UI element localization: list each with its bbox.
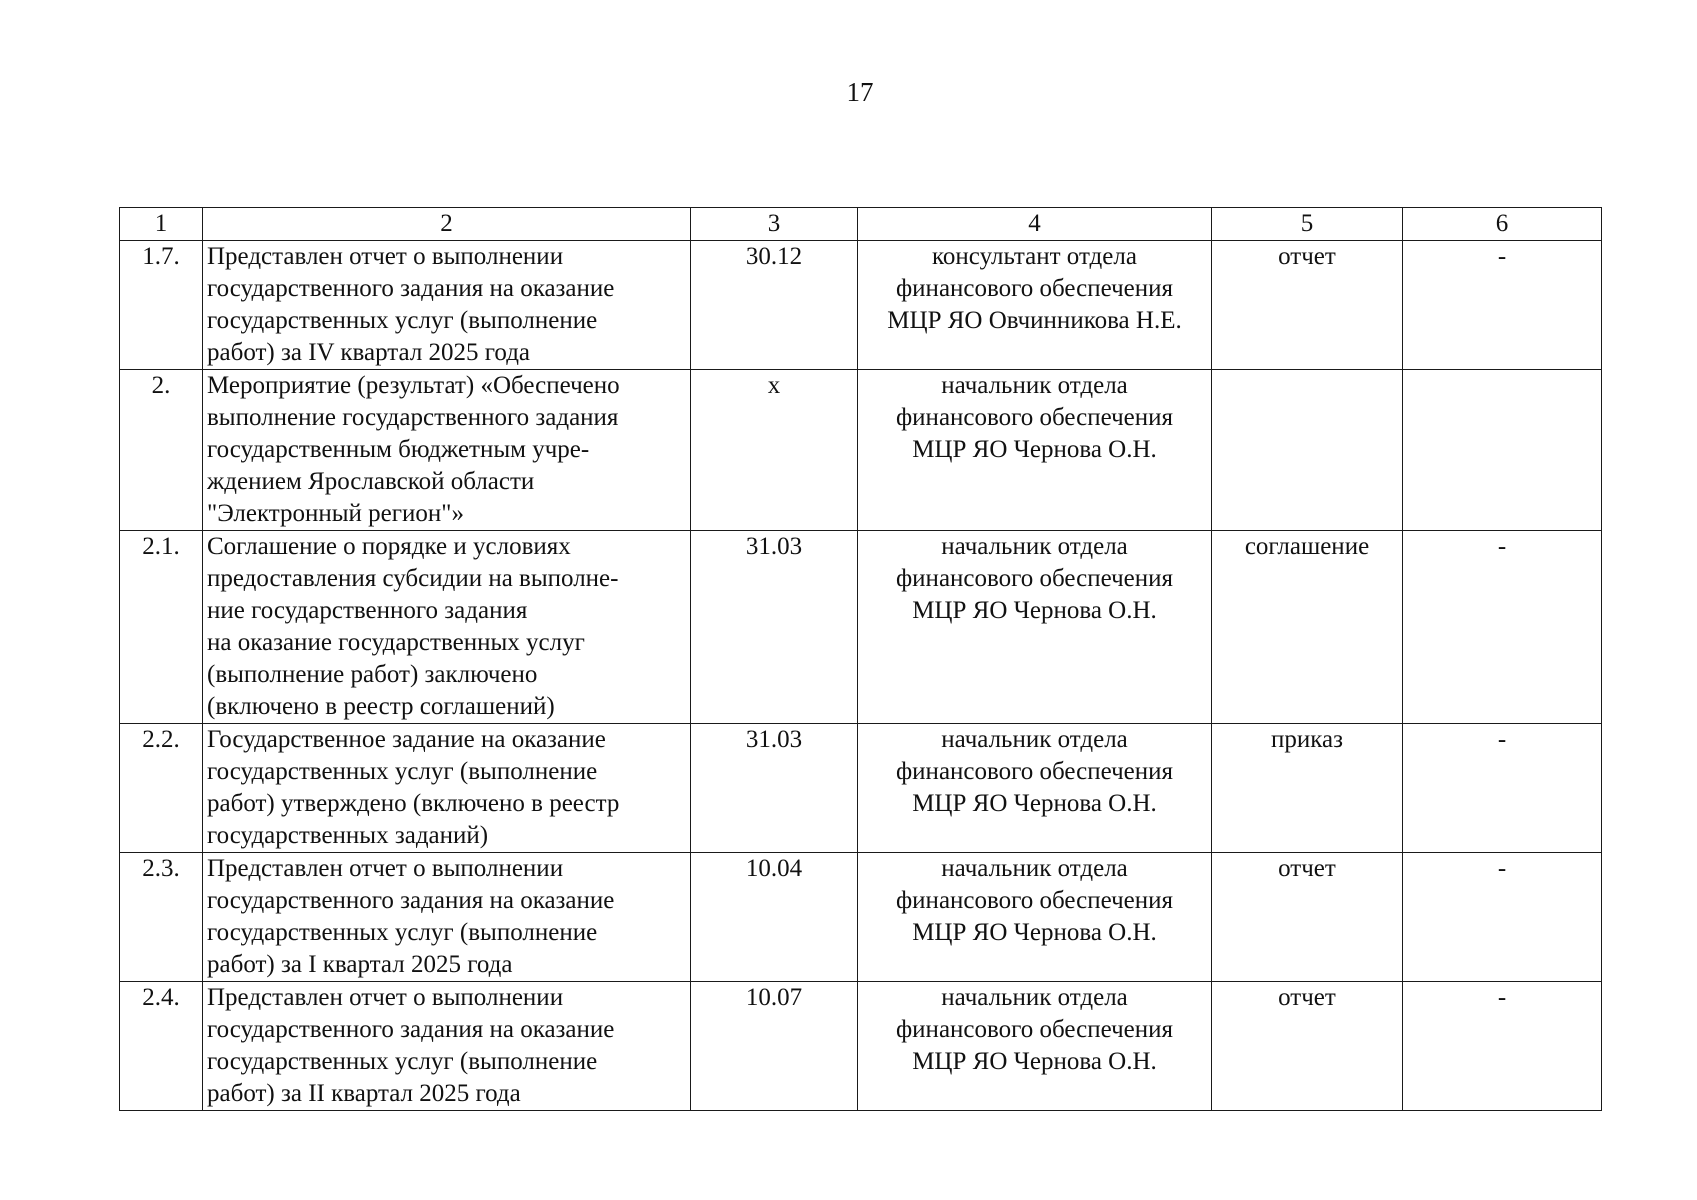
row-description	[203, 531, 691, 724]
description-line: Представлен отчет о выполнении	[207, 243, 564, 270]
row-responsible	[858, 531, 1212, 724]
description-line: Мероприятие (результат) «Обеспечено	[207, 372, 620, 399]
description-line: (включено в реестр соглашений)	[207, 693, 555, 720]
table-row	[120, 241, 1602, 370]
description-line: "Электронный регион"»	[207, 500, 464, 527]
row-document: отчет	[1212, 853, 1403, 982]
description-line: государственного задания на оказание	[207, 887, 615, 914]
row-description	[203, 982, 691, 1111]
row-number: 2.3.	[120, 853, 203, 982]
row-document: отчет	[1212, 982, 1403, 1111]
row-responsible	[858, 370, 1212, 531]
description-line: государственных услуг (выполнение	[207, 758, 598, 785]
responsible-line: МЦР ЯО Чернова О.Н.	[912, 436, 1157, 463]
row-description	[203, 853, 691, 982]
description-line: государственных услуг (выполнение	[207, 1048, 598, 1075]
row-note: -	[1403, 853, 1602, 982]
header-cell: 5	[1212, 208, 1403, 241]
row-document: соглашение	[1212, 531, 1403, 724]
responsible-line: МЦР ЯО Чернова О.Н.	[912, 597, 1157, 624]
row-responsible	[858, 241, 1212, 370]
header-cell: 1	[120, 208, 203, 241]
row-note: -	[1403, 724, 1602, 853]
table-row	[120, 853, 1602, 982]
responsible-line: финансового обеспечения	[895, 404, 1174, 431]
row-note: -	[1403, 531, 1602, 724]
responsible-line: МЦР ЯО Чернова О.Н.	[912, 790, 1157, 817]
row-document: приказ	[1212, 724, 1403, 853]
row-document: отчет	[1212, 241, 1403, 370]
row-number: 2.	[120, 370, 203, 531]
description-line: ждением Ярославской области	[207, 468, 535, 495]
table-header-row	[120, 208, 1602, 241]
responsible-line: МЦР ЯО Чернова О.Н.	[912, 919, 1157, 946]
table-row	[120, 724, 1602, 853]
description-line: государственных услуг (выполнение	[207, 919, 598, 946]
row-responsible	[858, 724, 1212, 853]
responsible-line: финансового обеспечения	[895, 758, 1174, 785]
table-row	[120, 982, 1602, 1111]
row-note: -	[1403, 241, 1602, 370]
row-date: 30.12	[691, 241, 858, 370]
header-cell: 4	[858, 208, 1212, 241]
responsible-line: финансового обеспечения	[895, 565, 1174, 592]
description-line: государственного задания на оказание	[207, 275, 615, 302]
description-line: (выполнение работ) заключено	[207, 661, 538, 688]
row-document	[1212, 370, 1403, 531]
description-line: государственным бюджетным учре-	[207, 436, 590, 463]
row-description	[203, 241, 691, 370]
description-line: Представлен отчет о выполнении	[207, 984, 564, 1011]
responsible-line: МЦР ЯО Чернова О.Н.	[912, 1048, 1157, 1075]
description-line: ние государственного задания	[207, 597, 528, 624]
description-line: Соглашение о порядке и условиях	[207, 533, 571, 560]
responsible-line: финансового обеспечения	[895, 275, 1174, 302]
row-number: 2.4.	[120, 982, 203, 1111]
header-cell: 3	[691, 208, 858, 241]
description-line: работ) утверждено (включено в реестр	[207, 790, 620, 817]
description-line: Представлен отчет о выполнении	[207, 855, 564, 882]
plan-table	[119, 207, 1602, 1111]
description-line: выполнение государственного задания	[207, 404, 619, 431]
description-line: государственных услуг (выполнение	[207, 307, 598, 334]
row-date: 31.03	[691, 531, 858, 724]
row-date: х	[691, 370, 858, 531]
responsible-line: начальник отдела	[941, 533, 1128, 560]
responsible-line: начальник отдела	[941, 984, 1128, 1011]
description-line: работ) за I квартал 2025 года	[207, 951, 513, 978]
description-line: государственного задания на оказание	[207, 1016, 615, 1043]
row-responsible	[858, 853, 1212, 982]
row-date: 31.03	[691, 724, 858, 853]
row-note: -	[1403, 982, 1602, 1111]
responsible-line: консультант отдела	[932, 243, 1137, 270]
row-date: 10.07	[691, 982, 858, 1111]
table-row	[120, 370, 1602, 531]
row-number: 2.2.	[120, 724, 203, 853]
responsible-line: начальник отдела	[941, 726, 1128, 753]
description-line: предоставления субсидии на выполне-	[207, 565, 619, 592]
row-date: 10.04	[691, 853, 858, 982]
responsible-line: финансового обеспечения	[895, 1016, 1174, 1043]
header-cell: 2	[203, 208, 691, 241]
row-note	[1403, 370, 1602, 531]
description-line: на оказание государственных услуг	[207, 629, 585, 656]
description-line: Государственное задание на оказание	[207, 726, 606, 753]
table-row	[120, 531, 1602, 724]
responsible-line: МЦР ЯО Овчинникова Н.Е.	[887, 307, 1182, 334]
page-number: 17	[846, 77, 874, 107]
description-line: работ) за II квартал 2025 года	[207, 1080, 521, 1107]
row-number: 2.1.	[120, 531, 203, 724]
description-line: работ) за IV квартал 2025 года	[207, 339, 531, 366]
row-description	[203, 370, 691, 531]
responsible-line: начальник отдела	[941, 372, 1128, 399]
row-description	[203, 724, 691, 853]
header-cell: 6	[1403, 208, 1602, 241]
row-number: 1.7.	[120, 241, 203, 370]
responsible-line: финансового обеспечения	[895, 887, 1174, 914]
responsible-line: начальник отдела	[941, 855, 1128, 882]
row-responsible	[858, 982, 1212, 1111]
description-line: государственных заданий)	[207, 822, 489, 849]
